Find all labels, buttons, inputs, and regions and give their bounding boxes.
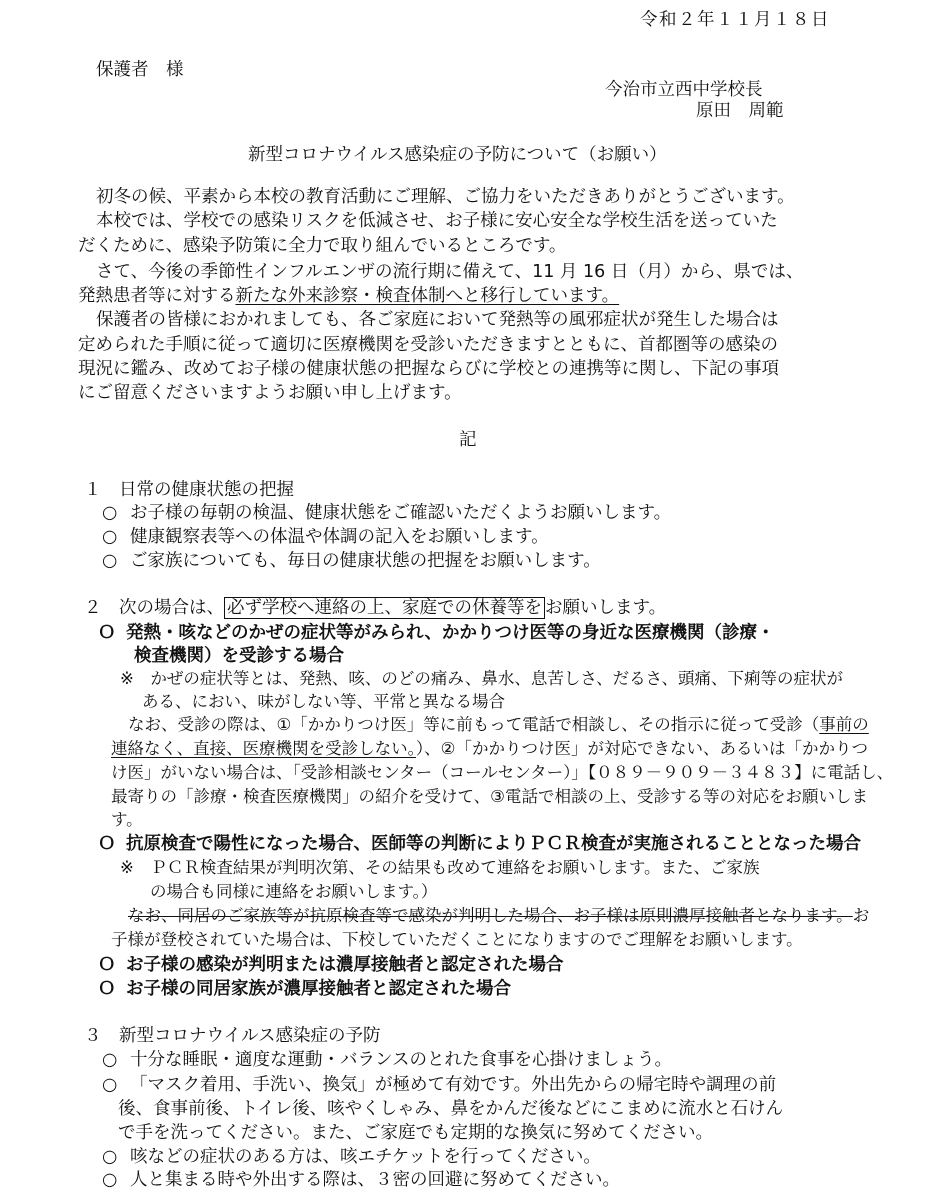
bullet-icon: ○ [102,503,118,523]
detail-line: 連絡なく、直接、医療機関を受診しない。）、②「かかりつけ医」が対応できない、あるいは「かかりつ [111,739,868,758]
bullet-icon: ○ [102,1050,118,1070]
detail-line: なお、受診の際は、①「かかりつけ医」等に前もって電話で相談し、その指示に従って受診（事前の [128,715,869,734]
note-line: ※ ＰＣＲ検査結果が判明次第、その結果も改めて連絡をお願いします。また、ご家族 [120,858,760,877]
note-line: ※ かぜの症状等とは、発熱、咳、のどの痛み、鼻水、息苦しさ、だるさ、頭痛、下痢等の症状が [120,669,843,688]
intro-line: 現況に鑑み、改めてお子様の健康状態の把握ならびに学校との連携等に関し、下記の事項 [78,359,780,379]
section2-item: Ｏ お子様の感染が判明または濃厚接触者と認定された場合 [98,953,564,978]
bullet-icon: Ｏ [98,834,116,854]
bullet-icon: ○ [102,1170,118,1190]
section1-item: ○ 健康観察表等への体温や体調の記入をお願いします。 [102,525,549,550]
document-title: 新型コロナウイルス感染症の予防について（お願い） [248,145,667,165]
intro-line: 本校では、学校での感染リスクを低減させ、お子様に安心安全な学校生活を送っていた [96,211,778,231]
school-name: 今治市立西中学校長 [605,80,763,100]
section2-item: Ｏ 抗原検査で陽性になった場合、医師等の判断によりＰＣＲ検査が実施されることとなった場合 [98,832,861,857]
note-line: なお、同居のご家族等が抗原検査等で感染が判明した場合、お子様は原則濃厚接触者となります。お [128,906,870,925]
bullet-icon: Ｏ [98,623,116,643]
struck-text: なお、同居のご家族等が抗原検査等で感染が判明した場合、お子様は原則濃厚接触者となります。 [128,906,853,925]
bullet-icon: Ｏ [98,955,116,975]
section3-heading: ３ 新型コロナウイルス感染症の予防 [84,1026,381,1046]
section1-item: ○ お子様の毎朝の検温、健康状態をご確認いただくようお願いします。 [102,501,671,526]
section3-item: ○ 咳などの症状のある方は、咳エチケットを行ってください。 [102,1145,601,1170]
section3-item: ○ 「マスク着用、手洗い、換気」が極めて有効です。外出先からの帰宅時や調理の前 [102,1073,776,1098]
bullet-icon: Ｏ [98,979,116,999]
note-line: 子様が登校されていた場合は、下校していただくことになりますのでご理解をお願いします。 [111,930,803,949]
detail-line: す。 [111,810,143,829]
note-line: の場合も同様に連絡をお願いします。） [150,882,438,901]
section2-item: Ｏ 発熱・咳などのかぜの症状等がみられ、かかりつけ医等の身近な医療機関（診療・ [98,621,775,646]
boxed-instruction: 必ず学校へ連絡の上、家庭での休養等を [224,597,545,619]
intro-line [78,284,619,309]
section2-item-cont: 検査機関）を受診する場合 [134,646,344,666]
intro-line: 初冬の候、平素から本校の教育活動にご理解、ご協力をいただきありがとうございます。 [96,187,795,207]
section1-heading: １ 日常の健康状態の把握 [84,480,294,500]
intro-text: 発熱患者等に対する [78,286,236,306]
detail-line: け医」がいない場合は、「受診相談センター（コールセンター）」【０８９－９０９－３４８３】に電話し、 [111,763,894,782]
bullet-icon: ○ [102,551,118,571]
detail-line: 最寄りの「診療・検査医療機関」の紹介を受けて、③電話で相談の上、受診する等の対応をお願いしま [111,787,868,806]
note-line: ある、におい、味がしない等、平常と異なる場合 [142,692,505,711]
addressee: 保護者 様 [96,60,184,80]
section3-item: ○ 人と集まる時や外出する際は、３密の回避に努めてください。 [102,1168,620,1193]
intro-line: 保護者の皆様におかれましても、各ご家庭において発熱等の風邪症状が発生した場合は [96,310,779,330]
bullet-icon: ○ [102,527,118,547]
section2-heading: ２ 次の場合は、 必ず学校へ連絡の上、家庭での休養等を お願いします。 [84,598,667,618]
section3-item-cont: 後、食事前後、トイレ後、咳やくしゃみ、鼻をかんだ後などにこまめに流水と石けん [118,1099,784,1119]
date: 令和２年１１月１８日 [640,10,830,30]
section3-item: ○ 十分な睡眠・適度な運動・バランスのとれた食事を心掛けましょう。 [102,1048,672,1073]
intro-underlined: 新たな外来診察・検査体制へと移行しています。 [235,286,620,306]
section1-item: ○ ご家族についても、毎日の健康状態の把握をお願いします。 [102,549,601,574]
intro-line: さて、今後の季節性インフルエンザの流行期に備えて、11 月 16 日（月）から、県では、 [96,262,804,282]
principal-name: 原田 周範 [696,101,784,121]
bullet-icon: ○ [102,1075,118,1095]
section3-item-cont: で手を洗ってください。また、ご家庭でも定期的な換気に努めてください。 [118,1123,713,1143]
intro-line: にご留意くださいますようお願い申し上げます。 [78,383,462,403]
ki-label: 記 [459,430,477,450]
intro-line: だくために、感染予防策に全力で取り組んでいるところです。 [78,236,567,256]
bullet-icon: ○ [102,1147,118,1167]
intro-line: 定められた手順に従って適切に医療機関を受診いただきますとともに、首都圏等の感染の [78,335,778,355]
section2-item: Ｏ お子様の同居家族が濃厚接触者と認定された場合 [98,977,511,1002]
